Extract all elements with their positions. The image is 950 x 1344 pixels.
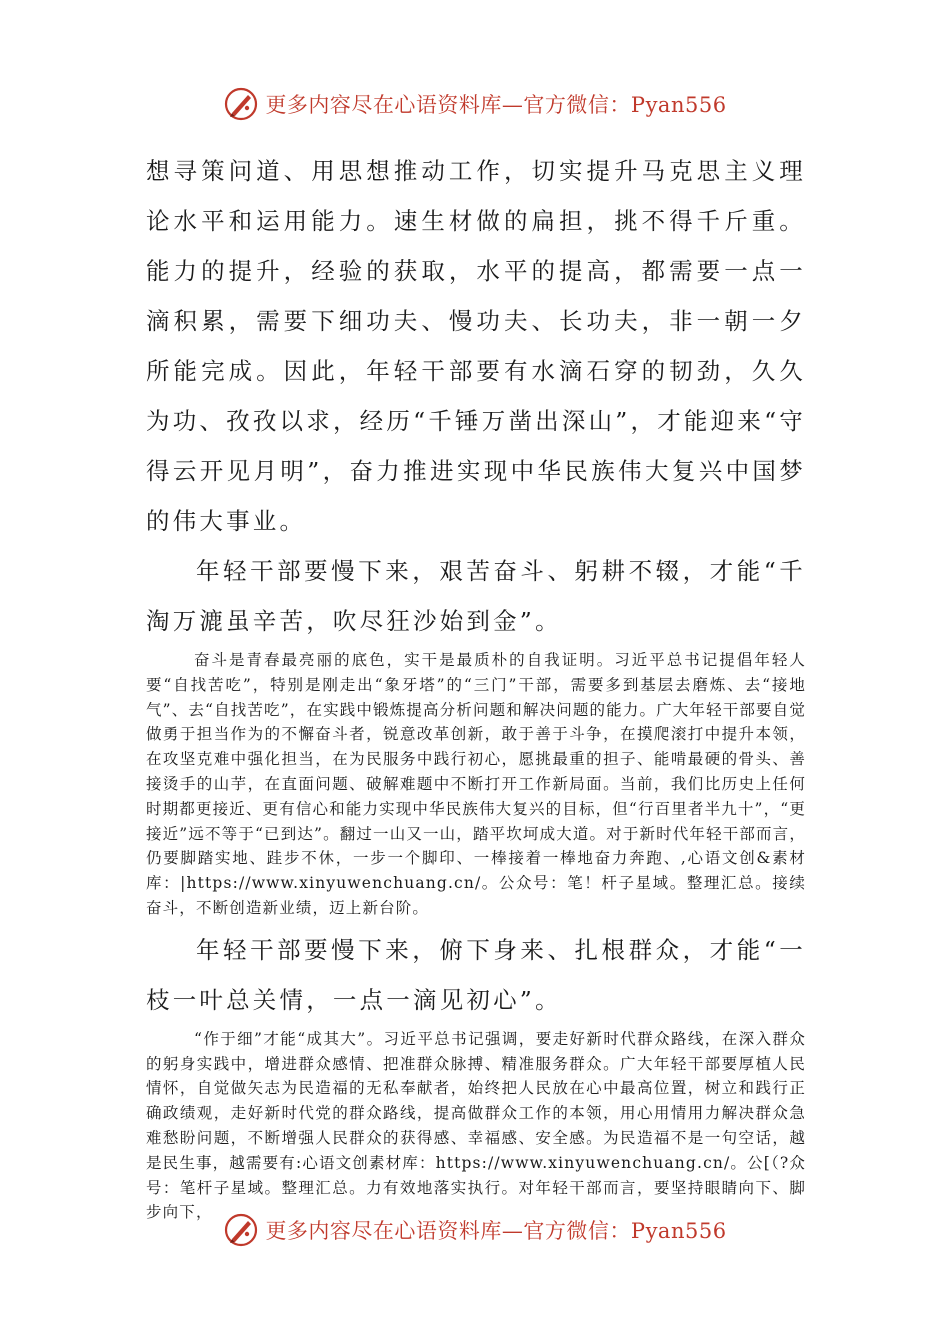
pen-circle-logo-icon — [223, 1212, 259, 1248]
footer-banner — [0, 1208, 950, 1252]
footer-banner-text: 更多内容尽在心语资料库—官方微信：Pyan556 — [265, 1219, 727, 1243]
paragraph-1: 想寻策问道、用思想推动工作，切实提升马克思主义理论水平和运用能力。速生材做的扁担，挑不得千斤重。能力的提升，经验的获取，水平的提高，都需要一点一滴积累，需要下细功夫、慢功夫、长功夫，非一朝一夕所能完成。因此，年轻干部要有水滴石穿的韧劲，久久为功、孜孜以求，经历“千锤万凿出深山”，才能迎来“守得云开见月明”，奋力推进实现中华民族伟大复兴中国梦的伟大事业。 — [146, 157, 806, 535]
header-banner-text: 更多内容尽在心语资料库—官方微信：Pyan556 — [265, 93, 727, 117]
header-banner — [0, 82, 950, 126]
pen-circle-logo-icon — [223, 86, 259, 122]
paragraph-2: 奋斗是青春最亮丽的底色，实干是最质朴的自我证明。习近平总书记提倡年轻人要“自找苦吃”，特别是刚走出“象牙塔”的“三门”干部，需要多到基层去磨炼、去“接地气”、去“自找苦吃”，在实践中锻炼提高分析问题和解决问题的能力。广大年轻干部要自觉做勇于担当作为的不懈奋斗者，锐意改革创新，敢于善于斗争，在摸爬滚打中提升本领，在攻坚克难中强化担当，在为民服务中践行初心，愿挑最重的担子、能啃最硬的骨头、善接烫手的山芋，在直面问题、破解难题中不断打开工作新局面。当前，我们比历史上任何时期都更接近、更有信心和能力实现中华民族伟大复兴的目标，但“行百里者半九十”，“更接近”远不等于“已到达”。翻过一山又一山，踏平坎坷成大道。对于新时代年轻干部而言，仍要脚踏实地、跬步不休，一步一个脚印、一棒接着一棒地奋力奔跑、,心语文创&素材库：|https://www.xinyuwenchuang.cn/。公众号：笔！杆子星域。整理汇总。接续奋斗，不断创造新业绩，迈上新台阶。 — [146, 651, 806, 917]
section-heading-1: 年轻干部要慢下来，艰苦奋斗、躬耕不辍，才能“千淘万漉虽辛苦，吹尽狂沙始到金”。 — [146, 557, 806, 635]
section-heading-2: 年轻干部要慢下来，俯下身来、扎根群众，才能“一枝一叶总关情，一点一滴见初心”。 — [146, 935, 806, 1014]
document-body — [146, 146, 806, 1225]
paragraph-3: “作于细”才能“成其大”。习近平总书记强调，要走好新时代群众路线，在深入群众的躬身实践中，增进群众感情、把准群众脉搏、精准服务群众。广大年轻干部要厚植人民情怀，自觉做矢志为民造福的无私奉献者，始终把人民放在心中最高位置，树立和践行正确政绩观，走好新时代党的群众路线，提高做群众工作的本领，用心用情用力解决群众急难愁盼问题，不断增强人民群众的获得感、幸福感、安全感。为民造福不是一句空话，越是民生事，越需要有:心语文创素材库：https://www.xinyuwenchuang.cn/。公[（?众号：笔杆子星域。整理汇总。力有效地落实执行。对年轻干部而言，要坚持眼睛向下、脚步向下， — [146, 1029, 806, 1222]
